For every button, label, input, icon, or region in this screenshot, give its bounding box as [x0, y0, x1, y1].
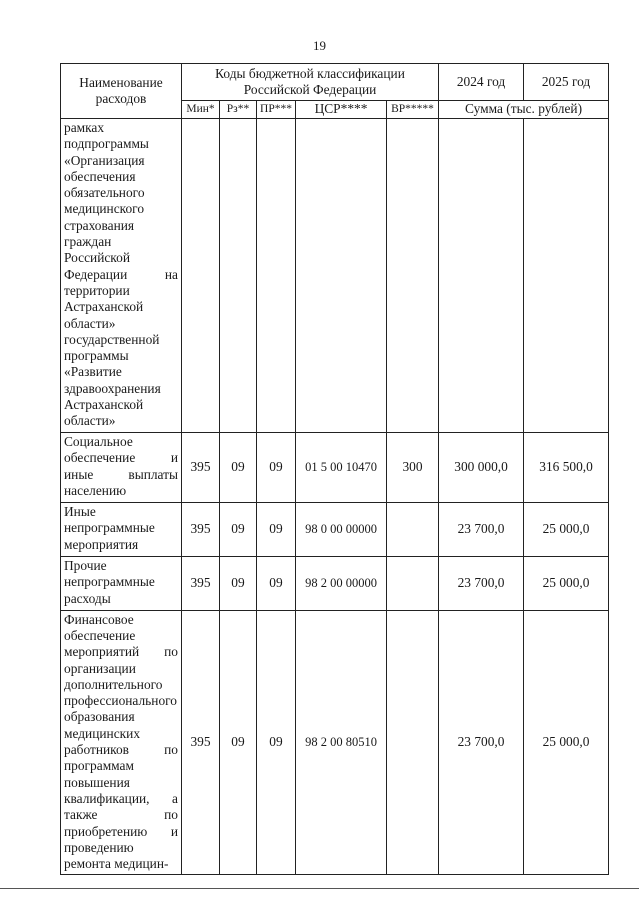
- row-pr: 09: [257, 432, 296, 502]
- row-name: Социальное обеспечение и иные выплаты населению: [61, 432, 182, 502]
- row-sum-2025: 25 000,0: [524, 502, 609, 556]
- row-min: [182, 119, 220, 433]
- table-row: [61, 119, 609, 433]
- row-csr: 98 2 00 80510: [296, 610, 387, 875]
- row-vr: 300: [387, 432, 439, 502]
- row-vr: [387, 556, 439, 610]
- row-csr: 01 5 00 10470: [296, 432, 387, 502]
- header-rz: Рз**: [220, 101, 257, 119]
- row-min: 395: [182, 432, 220, 502]
- row-name: Иные непрограммные мероприятия: [61, 502, 182, 556]
- table-row: [61, 610, 609, 875]
- header-sum: Сумма (тыс. рублей): [439, 101, 609, 119]
- row-sum-2024: 23 700,0: [439, 610, 524, 875]
- header-min: Мин*: [182, 101, 220, 119]
- row-pr: 09: [257, 502, 296, 556]
- page-number: 19: [313, 38, 326, 53]
- header-budget-codes: Коды бюджетной классификации Российской Федерации: [182, 64, 439, 101]
- row-vr: [387, 502, 439, 556]
- row-sum-2025: [524, 119, 609, 433]
- row-sum-2024: 23 700,0: [439, 556, 524, 610]
- row-sum-2024: 300 000,0: [439, 432, 524, 502]
- row-vr: [387, 119, 439, 433]
- row-sum-2025: 316 500,0: [524, 432, 609, 502]
- row-sum-2024: [439, 119, 524, 433]
- header-vr: ВР*****: [387, 101, 439, 119]
- header-year-2025: 2025 год: [524, 64, 609, 101]
- row-rz: 09: [220, 502, 257, 556]
- row-pr: 09: [257, 610, 296, 875]
- budget-table: [60, 63, 609, 875]
- row-rz: 09: [220, 432, 257, 502]
- row-min: 395: [182, 502, 220, 556]
- row-rz: 09: [220, 556, 257, 610]
- row-min: 395: [182, 610, 220, 875]
- row-rz: 09: [220, 610, 257, 875]
- bottom-divider: [0, 888, 639, 889]
- row-pr: 09: [257, 556, 296, 610]
- row-rz: [220, 119, 257, 433]
- row-csr: 98 2 00 00000: [296, 556, 387, 610]
- row-name: Прочие непрограммные расходы: [61, 556, 182, 610]
- header-name-of-expenses: Наименование расходов: [61, 64, 182, 119]
- header-row-1: [61, 64, 609, 101]
- row-sum-2025: 25 000,0: [524, 556, 609, 610]
- table-row: [61, 556, 609, 610]
- table-row: [61, 432, 609, 502]
- row-min: 395: [182, 556, 220, 610]
- header-csr: ЦСР****: [296, 101, 387, 119]
- header-year-2024: 2024 год: [439, 64, 524, 101]
- row-csr: [296, 119, 387, 433]
- header-pr: ПР***: [257, 101, 296, 119]
- row-sum-2024: 23 700,0: [439, 502, 524, 556]
- row-name: рамках подпрограммы «Организация обеспечения обязательного медицинского страхования граждан Российской Федерации на территории Астраханской области» государственной программы «Развитие здравоохранения Астраханской области»: [61, 119, 182, 433]
- row-pr: [257, 119, 296, 433]
- row-vr: [387, 610, 439, 875]
- row-csr: 98 0 00 00000: [296, 502, 387, 556]
- table-row: [61, 502, 609, 556]
- row-sum-2025: 25 000,0: [524, 610, 609, 875]
- row-name: Финансовое обеспечение мероприятий по организации дополнительного профессионального образования медицинских работников по программам повышения квалификации, а также по приобретению и проведению ремонта медицин-: [61, 610, 182, 875]
